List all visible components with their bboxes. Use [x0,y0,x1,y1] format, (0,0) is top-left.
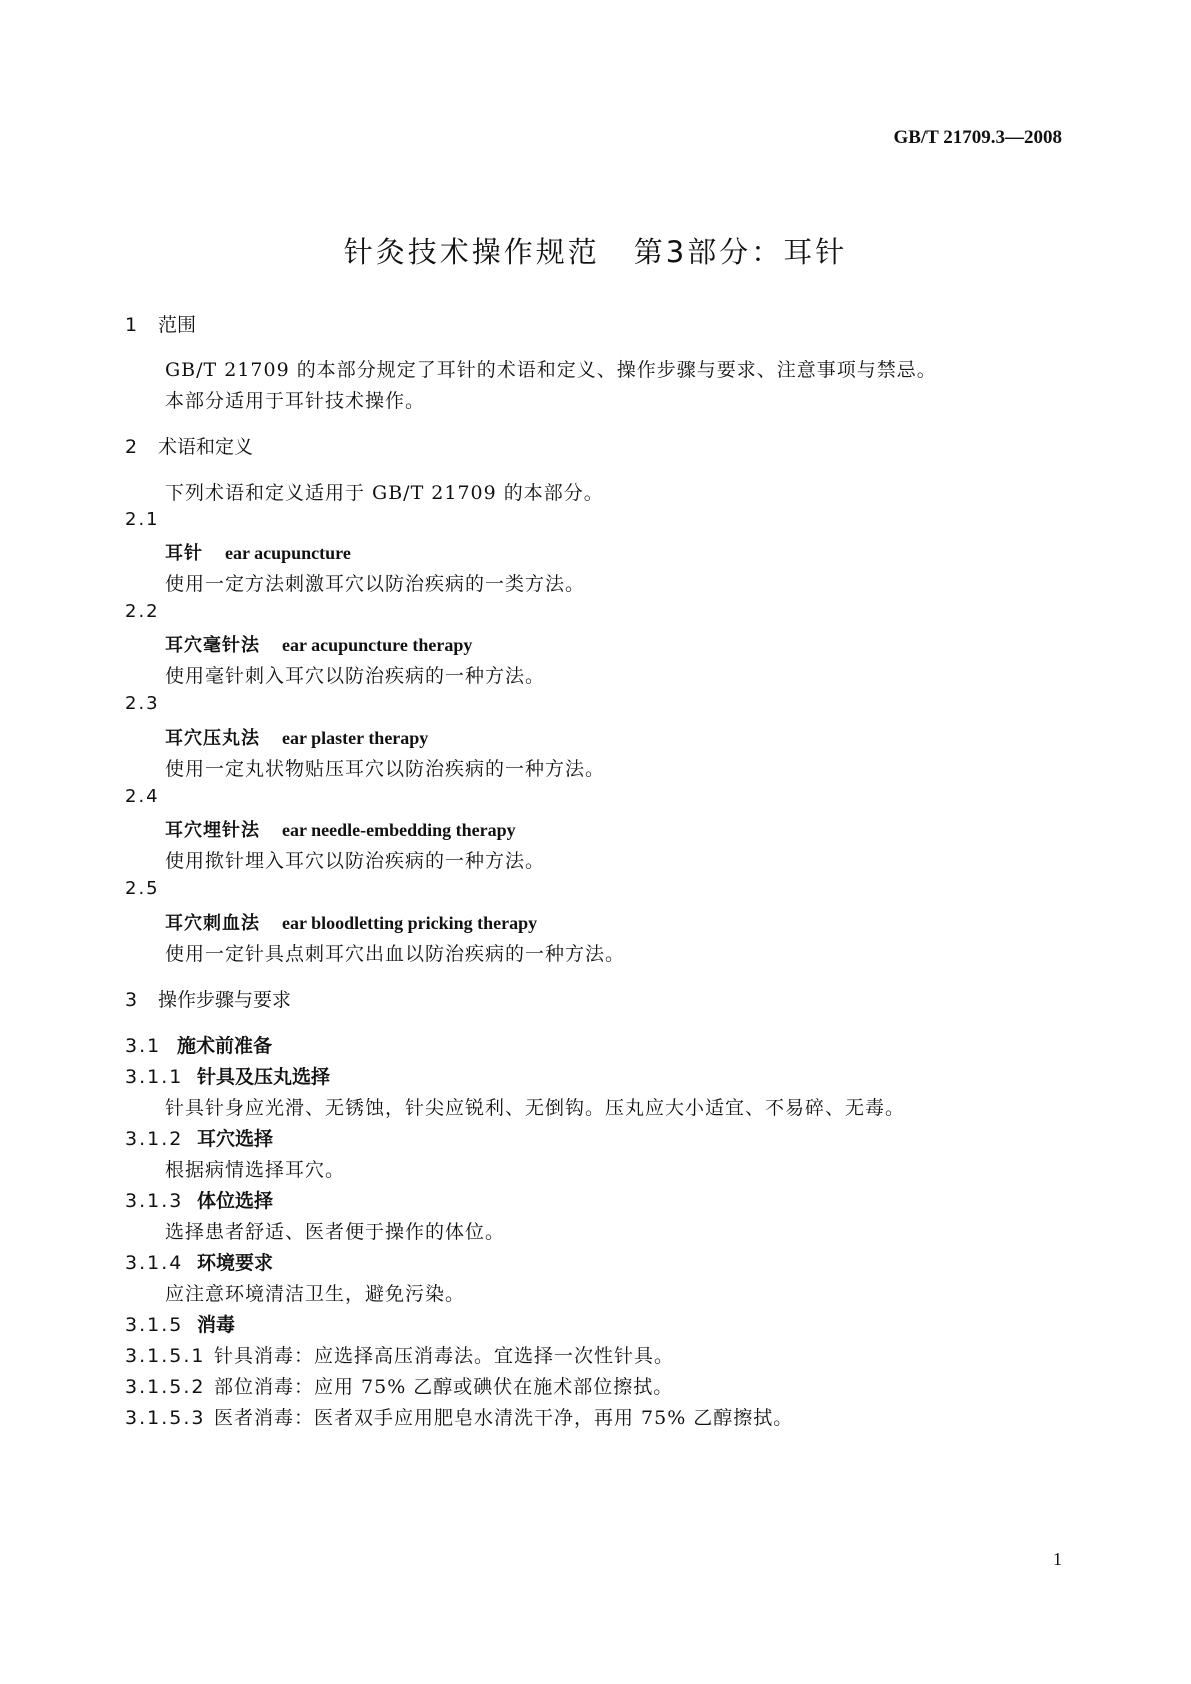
section-1-heading [125,310,196,337]
item-heading [125,1310,235,1337]
item-number: 3.1.5 [125,1314,184,1336]
item-text: 针具针身应光滑、无锈蚀，针尖应锐利、无倒钩。压丸应大小适宜、不易碎、无毒。 [165,1097,906,1119]
term-entry [165,724,428,750]
section-number: 3 [125,989,138,1011]
term-chinese: 耳穴压丸法 [165,728,260,749]
item-text: 针具消毒：应选择高压消毒法。宜选择一次性针具。 [214,1345,675,1367]
term-number: 2.1 [125,509,160,530]
item-number: 3.1.5.2 [125,1376,206,1398]
item-heading [125,1124,273,1151]
term-number: 2.4 [125,786,160,807]
item-number: 3.1.2 [125,1128,184,1150]
section-title: 范围 [158,314,197,336]
item-title: 环境要求 [197,1252,274,1274]
title-main: 针灸技术操作规范 [343,235,600,269]
disinfect-item [125,1403,793,1430]
term-definition: 使用一定针具点刺耳穴出血以防治疾病的一种方法。 [165,943,626,965]
item-title: 消毒 [197,1314,236,1336]
term-english: ear acupuncture [225,543,351,563]
term-number: 2.5 [125,878,160,899]
item-number: 3.1.5.1 [125,1345,206,1367]
terms-intro: 下列术语和定义适用于 GB/T 21709 的本部分。 [165,482,604,504]
term-number: 2.3 [125,693,160,714]
item-heading [125,1248,273,1275]
term-english: ear plaster therapy [282,728,429,748]
page-number: 1 [1053,1549,1062,1569]
scope-paragraph-1: GB/T 21709 的本部分规定了耳针的术语和定义、操作步骤与要求、注意事项与禁忌。 [165,359,937,381]
term-definition: 使用一定丸状物贴压耳穴以防治疾病的一种方法。 [165,758,606,780]
item-text: 根据病情选择耳穴。 [165,1159,346,1181]
section-3-heading [125,985,291,1012]
item-text: 医者消毒：医者双手应用肥皂水清洗干净，再用 75% 乙醇擦拭。 [214,1407,794,1429]
item-title: 针具及压丸选择 [197,1066,331,1088]
section-title: 术语和定义 [158,436,254,458]
term-english: ear acupuncture therapy [282,635,473,655]
page-title [0,230,1191,271]
term-entry [165,631,472,657]
term-entry [165,816,516,842]
item-number: 3.1.1 [125,1066,184,1088]
item-heading [125,1062,330,1089]
item-number: 3.1.3 [125,1190,184,1212]
item-text: 应注意环境清洁卫生，避免污染。 [165,1283,466,1305]
subsection-3-1-heading [125,1031,272,1058]
item-text: 部位消毒：应用 75% 乙醇或碘伏在施术部位擦拭。 [214,1376,674,1398]
term-entry [165,909,537,935]
section-number: 1 [125,314,138,336]
scope-paragraph-2: 本部分适用于耳针技术操作。 [165,390,426,412]
term-chinese: 耳穴埋针法 [165,820,260,841]
term-definition: 使用一定方法刺激耳穴以防治疾病的一类方法。 [165,573,586,595]
item-heading [125,1186,273,1213]
term-definition: 使用揿针埋入耳穴以防治疾病的一种方法。 [165,850,546,872]
title-part: 第3部分：耳针 [633,235,848,269]
section-title: 操作步骤与要求 [158,989,292,1011]
disinfect-item [125,1372,673,1399]
item-title: 耳穴选择 [197,1128,274,1150]
term-chinese: 耳穴刺血法 [165,913,260,934]
term-entry [165,539,351,565]
subsection-title: 施术前准备 [177,1035,273,1057]
term-english: ear needle-embedding therapy [282,820,516,840]
term-chinese: 耳针 [165,543,203,564]
section-2-heading [125,432,253,459]
item-number: 3.1.4 [125,1252,184,1274]
disinfect-item [125,1341,674,1368]
section-number: 2 [125,436,138,458]
document-id: GB/T 21709.3—2008 [893,127,1062,148]
term-chinese: 耳穴毫针法 [165,635,260,656]
item-title: 体位选择 [197,1190,274,1212]
term-number: 2.2 [125,601,160,622]
item-text: 选择患者舒适、医者便于操作的体位。 [165,1221,506,1243]
item-number: 3.1.5.3 [125,1407,206,1429]
term-definition: 使用毫针刺入耳穴以防治疾病的一种方法。 [165,665,546,687]
term-english: ear bloodletting pricking therapy [282,913,538,933]
subsection-number: 3.1 [125,1035,162,1057]
